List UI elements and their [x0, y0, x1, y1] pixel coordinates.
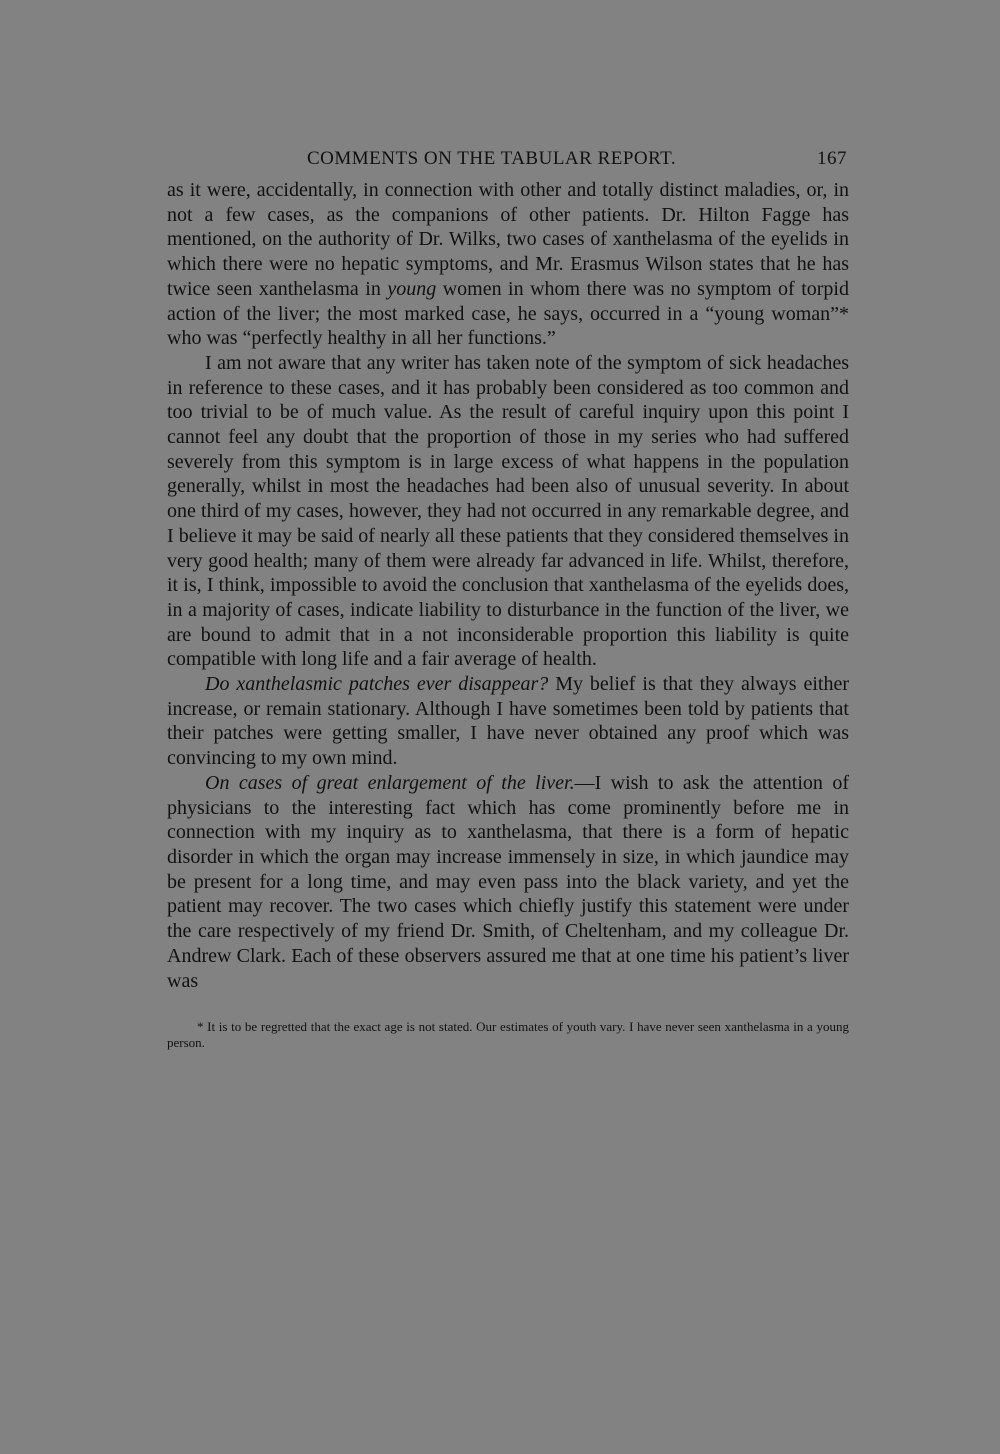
paragraph-4	[167, 771, 849, 993]
paragraph-4-heading: On cases of great enlargement of the liver.	[205, 771, 575, 794]
running-title: COMMENTS ON THE TABULAR REPORT.	[307, 148, 677, 169]
paragraph-1-text-end: women in whom there was no symptom of torpid action of the liver; the most marked case, he says, occurred in a “young woman”* who was “perfectly healthy in all her functions.”	[167, 277, 849, 350]
paragraph-3-heading: Do xanthelasmic patches ever disappear?	[205, 673, 549, 696]
footnote: * It is to be regretted that the exact age is not stated. Our estimates of youth vary. I have never seen xanthelasma in a young person.	[167, 1019, 849, 1051]
running-head	[167, 148, 849, 178]
body-text	[167, 178, 849, 993]
paragraph-1-text: as it were, accidentally, in connection with other and totally distinct maladies, or, in not a few cases, as the companions of other patients. Dr. Hilton Fagge has mentioned, on the authority of Dr. Wilks, two cases of xanthelasma of the eyelids in which there were no hepatic symptoms, and Mr. Erasmus Wilson states that he has twice seen xanthelasma in	[167, 179, 849, 300]
paragraph-1	[167, 178, 849, 351]
paragraph-2: I am not aware that any writer has taken note of the symptom of sick headaches in reference to these cases, and it has probably been considered as too common and too trivial to be of much value. As the result of careful inquiry upon this point I cannot feel any doubt that the proportion of those in my series who had suffered severely from this symptom is in large excess of what happens in the population generally, whilst in most the headaches had been also of unusual severity. In about one third of my cases, however, they had not occurred in any remarkable degree, and I believe it may be said of nearly all these patients that they considered themselves in very good health; many of them were already far advanced in life. Whilst, therefore, it is, I think, impossible to avoid the conclusion that xanthelasma of the eyelids does, in a majority of cases, indicate liability to disturbance in the function of the liver, we are bound to admit that in a not inconsiderable proportion this liability is quite compatible with long life and a fair average of health.	[167, 351, 849, 671]
book-page	[167, 148, 849, 1064]
page-number: 167	[817, 148, 847, 169]
paragraph-3	[167, 672, 849, 771]
paragraph-3-text: My belief is that they always either increase, or remain stationary. Although I have sometimes been told by patients that their patches were getting smaller, I have never obtained any proof which was convincing to my own mind.	[167, 673, 850, 770]
paragraph-1-emphasis: young	[387, 277, 437, 300]
paragraph-4-text: —I wish to ask the attention of physicians to the interesting fact which has come prominently before me in connection with my inquiry as to xanthelasma, that there is a form of hepatic disorder in which the organ may increase immensely in size, in which jaundice may be present for a long time, and may even pass into the black variety, and yet the patient may recover. The two cases which chiefly justify this statement were under the care respectively of my friend Dr. Smith, of Cheltenham, and my colleague Dr. Andrew Clark. Each of these observers assured me that at one time his patient’s liver was	[167, 771, 849, 992]
